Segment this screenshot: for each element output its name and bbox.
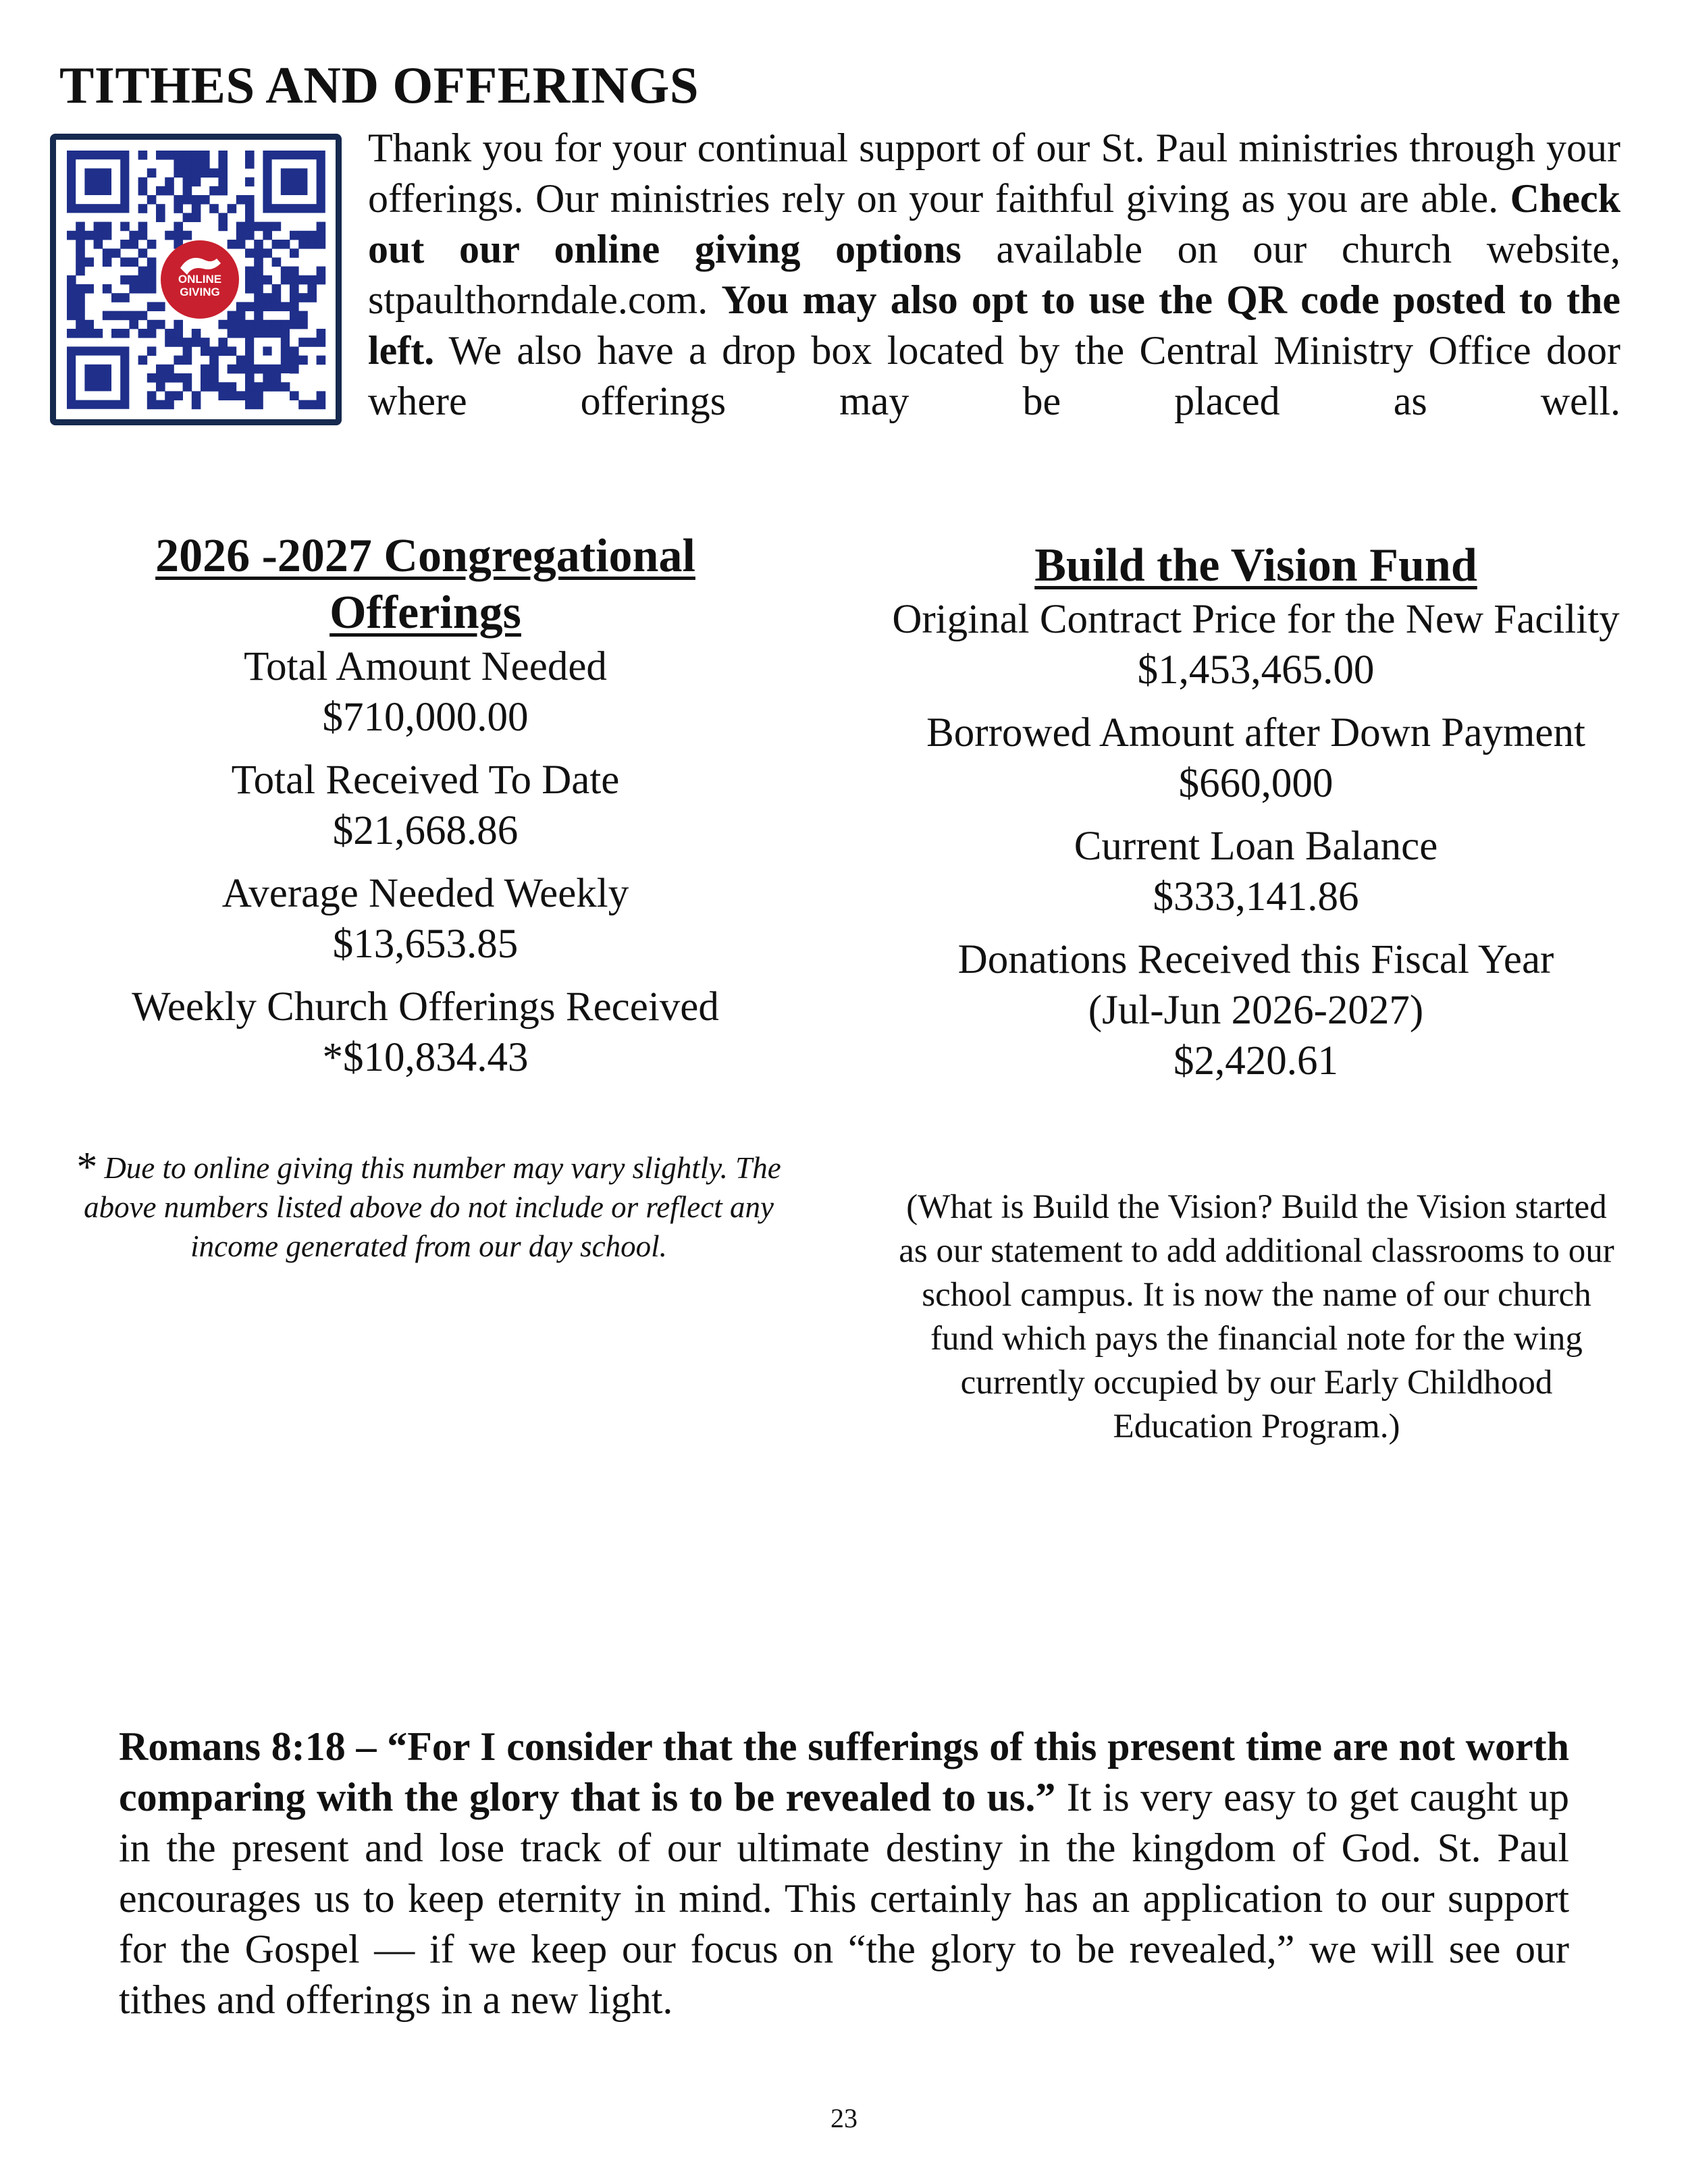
vision-fund-heading: Build the Vision Fund	[1034, 539, 1477, 591]
scripture-commentary: It is very easy to get caught up in the present and lose track of our ultimate destiny in the kingdom of God. St. Paul encourages us to keep eternity in mind. This certainly has an application to our support for the Gospel — if we keep our focus on “the glory to be revealed,” we will see our tithes and offerings in a new light.	[119, 1775, 1570, 2022]
page-number: 23	[830, 2103, 858, 2133]
intro-qr-note: You may also opt to use the QR code posted to the left.	[368, 277, 1621, 373]
stat-value: $1,453,465.00	[1137, 647, 1375, 693]
vision-item-donations	[878, 934, 1634, 1086]
offerings-heading-line-2: Offerings	[329, 587, 521, 639]
stat-sublabel: (Jul-Jun 2026-2027)	[1088, 988, 1424, 1033]
offerings-item-weekly-needed	[81, 868, 770, 969]
offerings-heading	[81, 528, 770, 641]
stat-label: Original Contract Price for the New Facility	[892, 597, 1620, 642]
stat-value: $710,000.00	[322, 695, 529, 740]
offerings-heading-line-1: 2026 -2027 Congregational	[155, 530, 695, 582]
intro-online-giving-note: Check out our online giving options	[368, 176, 1620, 271]
vision-fund-explanation: (What is Build the Vision? Build the Vision started as our statement to add additional classrooms to our school campus. It is now the name of our church fund which pays the financial note for the wing currently occupied by our Early Childhood Education Program.)	[899, 1188, 1614, 1445]
intro-text-2: available on our church website, stpaulthorndale.com.	[368, 227, 1621, 322]
stat-value: $333,141.86	[1153, 874, 1359, 920]
stat-label: Weekly Church Offerings Received	[132, 984, 719, 1030]
qr-code-graphic	[56, 140, 336, 419]
stat-value: $21,668.86	[332, 808, 519, 853]
stat-value: $2,420.61	[1173, 1038, 1338, 1084]
scripture-quote: Romans 8:18 – “For I consider that the sufferings of this present time are not worth comparing with the glory that is to be revealed to us.”	[119, 1724, 1569, 1819]
stat-label: Current Loan Balance	[1074, 824, 1438, 869]
intro-text-3: We also have a drop box located by the Central Ministry Office door where offerings may be placed as well.	[368, 328, 1620, 423]
footnote-text: Due to online giving this number may vary slightly. The above numbers listed above do not include or reflect any income generated from our day school.	[84, 1151, 781, 1263]
scripture-paragraph	[119, 1722, 1569, 2025]
intro-text-1: Thank you for your continual support of our St. Paul ministries through your offerings. Our ministries rely on your faithful giving as you are able.	[368, 126, 1620, 221]
offerings-item-received	[81, 755, 770, 856]
stat-label: Borrowed Amount after Down Payment	[926, 710, 1585, 755]
stat-value: $13,653.85	[332, 922, 519, 967]
footnote-asterisk: *	[76, 1144, 98, 1190]
stat-label: Total Amount Needed	[244, 644, 607, 689]
qr-code[interactable]	[50, 134, 342, 425]
stat-value: *$10,834.43	[322, 1035, 529, 1080]
stat-value: $660,000	[1178, 761, 1334, 806]
page-title: TITHES AND OFFERINGS	[59, 56, 700, 114]
vision-item-loan-balance	[878, 821, 1634, 922]
stat-label: Total Received To Date	[231, 757, 620, 803]
badge-line-1: ONLINE	[178, 273, 222, 286]
offerings-footnote	[61, 1144, 797, 1266]
stat-label: Donations Received this Fiscal Year	[957, 937, 1554, 982]
intro-paragraph	[368, 123, 1620, 427]
badge-line-2: GIVING	[180, 286, 220, 298]
vision-item-borrowed	[878, 708, 1634, 809]
stat-label: Average Needed Weekly	[221, 871, 629, 916]
vision-fund-section	[878, 537, 1634, 1086]
offerings-item-total-needed	[81, 641, 770, 743]
offerings-section	[81, 528, 770, 1083]
vision-item-contract-price	[878, 594, 1634, 695]
offerings-item-weekly-received	[81, 982, 770, 1083]
